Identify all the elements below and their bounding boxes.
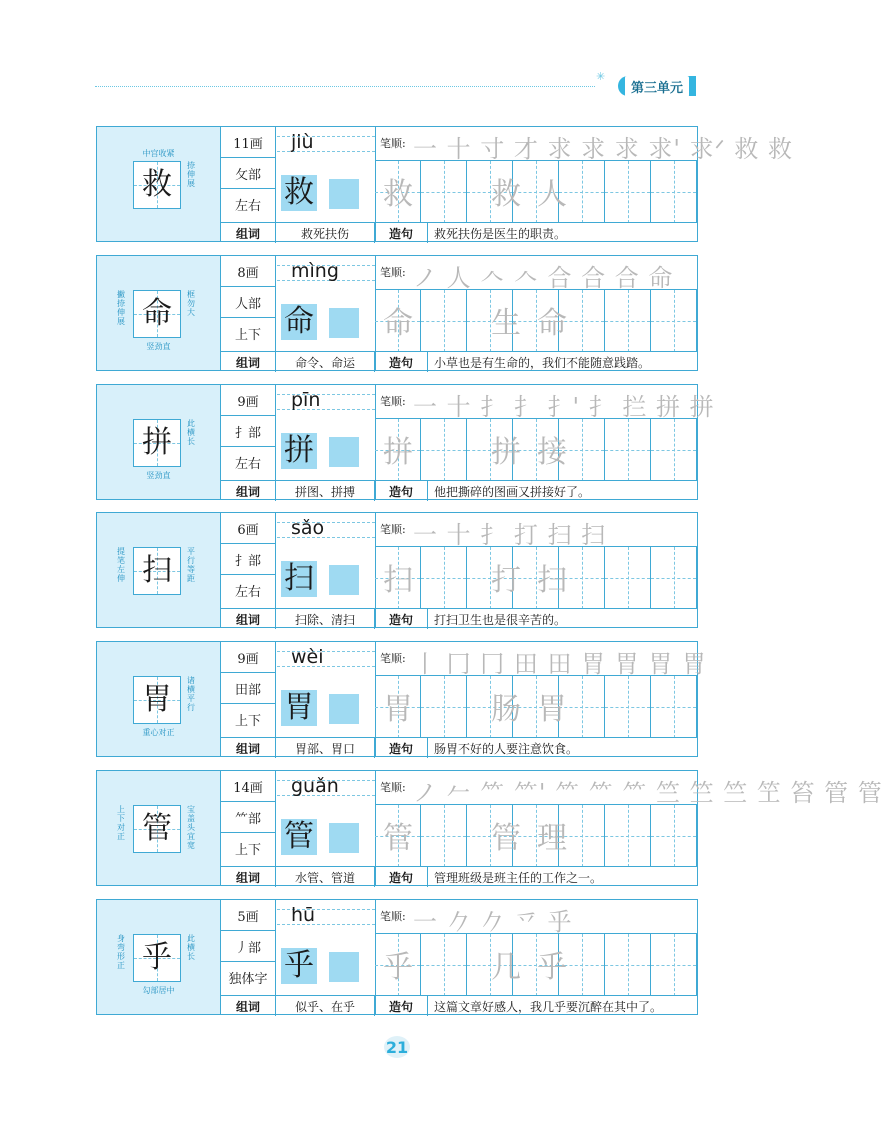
practice-grid[interactable] xyxy=(375,289,697,352)
pinyin-field xyxy=(277,644,375,672)
pinyin: jiù xyxy=(291,131,314,153)
pinyin-field xyxy=(277,515,375,543)
trace-char: 乎 xyxy=(383,950,413,985)
practice-cell[interactable] xyxy=(651,419,697,481)
stroke-order: 一 十 寸 才 求 求 求 求' 求ᐟ 救 救 xyxy=(413,135,794,163)
trace-char: 管 xyxy=(383,821,413,856)
word-sentence-row xyxy=(221,608,697,629)
character-model-panel xyxy=(97,642,221,756)
structure: 左右 xyxy=(234,456,261,472)
model-character: 胃 xyxy=(142,682,172,717)
practice-cell[interactable] xyxy=(605,290,651,352)
structure-shape xyxy=(329,823,359,853)
tianzige-grid xyxy=(133,547,181,595)
stroke-count: 9画 xyxy=(221,642,275,673)
character-model-panel xyxy=(97,771,221,885)
character-card xyxy=(96,126,794,242)
model-character: 命 xyxy=(142,296,172,331)
tip-left: 提笔左伸 xyxy=(117,547,125,583)
practice-grid[interactable] xyxy=(375,933,697,996)
stroke-count: 5画 xyxy=(221,900,275,931)
header-dotted-line xyxy=(95,86,595,87)
practice-grid[interactable] xyxy=(375,675,697,738)
pinyin: sǎo xyxy=(291,517,325,539)
trace-char: 人 xyxy=(537,177,567,212)
practice-cell[interactable] xyxy=(651,805,697,867)
stroke-order-label: 笔顺: xyxy=(380,523,406,536)
word-sentence-row xyxy=(221,222,697,243)
pinyin-field xyxy=(277,773,375,801)
practice-cell[interactable] xyxy=(421,934,467,996)
star-decoration-icon: ✳ xyxy=(596,70,606,83)
trace-char: 生 xyxy=(491,306,521,341)
stroke-order-label: 笔顺: xyxy=(380,910,406,923)
pinyin: hū xyxy=(291,904,316,926)
tianzige-grid xyxy=(133,934,181,982)
character-info xyxy=(221,513,275,605)
pinyin: pīn xyxy=(291,389,321,411)
trace-char: 救 xyxy=(383,177,413,212)
pinyin-field xyxy=(277,129,375,157)
structure: 上下 xyxy=(234,327,261,343)
character-card xyxy=(96,899,698,1015)
stroke-order: ノ 人 𠆢 𠆢 合 合 合 命 xyxy=(413,264,674,292)
stroke-order-label: 笔顺: xyxy=(380,781,406,794)
radical: 人部 xyxy=(221,287,275,318)
practice-grid[interactable] xyxy=(375,418,697,481)
tip-right: 此横长 xyxy=(187,419,195,446)
tip-bottom: 重心对正 xyxy=(142,728,175,737)
stroke-order-label: 笔顺: xyxy=(380,395,406,408)
radical: 田部 xyxy=(221,673,275,704)
practice-cell[interactable] xyxy=(651,547,697,609)
trace-char: 管 xyxy=(491,821,521,856)
character-card xyxy=(96,255,698,371)
trace-char: 理 xyxy=(537,821,567,856)
trace-char: 胃 xyxy=(537,692,567,727)
stroke-order: 一 十 扌 打 扫 扫 xyxy=(413,521,607,549)
words: 似乎、在乎 xyxy=(276,996,375,1016)
word-sentence-row xyxy=(221,866,697,887)
structure-shape xyxy=(329,308,359,338)
structure-shape xyxy=(329,437,359,467)
structure-demo: 乎 xyxy=(281,948,317,984)
stroke-count: 6画 xyxy=(221,513,275,544)
stroke-order: 丨 冂 冂 田 田 胃 胃 胃 胃 xyxy=(413,650,708,678)
stroke-count: 9画 xyxy=(221,385,275,416)
words-label: 组词 xyxy=(221,609,276,629)
tianzige-grid xyxy=(133,805,181,853)
practice-cell[interactable] xyxy=(605,547,651,609)
tip-right: 平行等距 xyxy=(187,547,195,583)
structure: 左右 xyxy=(234,198,261,214)
words-label: 组词 xyxy=(221,481,276,501)
practice-grid[interactable] xyxy=(375,546,697,609)
page-number: 21 xyxy=(385,1037,409,1057)
radical: 丿部 xyxy=(221,931,275,962)
words-label: 组词 xyxy=(221,352,276,372)
practice-cell[interactable] xyxy=(605,161,651,223)
words: 拼图、拼搏 xyxy=(276,481,375,501)
practice-grid[interactable] xyxy=(375,804,697,867)
words-label: 组词 xyxy=(221,996,276,1016)
pinyin-field xyxy=(277,387,375,415)
stroke-count: 14画 xyxy=(221,771,275,802)
character-model-panel xyxy=(97,900,221,1014)
words: 水管、管道 xyxy=(276,867,375,887)
tianzige-grid xyxy=(133,290,181,338)
practice-cell[interactable] xyxy=(651,290,697,352)
structure-demo: 胃 xyxy=(281,690,317,726)
pinyin: guǎn xyxy=(291,775,339,797)
trace-char: 救 xyxy=(491,177,521,212)
sentence: 管理班级是班主任的工作之一。 xyxy=(434,870,603,885)
sentence: 救死扶伤是医生的职责。 xyxy=(434,226,567,241)
structure-demo: 扫 xyxy=(281,561,317,597)
words: 救死扶伤 xyxy=(276,223,375,243)
stroke-order: ノ 𠂉 ⺮ ⺮' ⺮ ⺮ ⺮ 竺 竺 竺 笁 笞 管 管 xyxy=(413,779,883,807)
character-card xyxy=(96,641,708,757)
pinyin: mìng xyxy=(291,260,339,282)
structure-demo: 救 xyxy=(281,175,317,211)
practice-grid[interactable] xyxy=(375,160,697,223)
trace-char: 扫 xyxy=(537,563,567,598)
sentence-label: 造句 xyxy=(375,352,428,372)
words: 命令、命运 xyxy=(276,352,375,372)
structure-demo: 管 xyxy=(281,819,317,855)
trace-char: 拼 xyxy=(383,435,413,470)
tip-bottom: 竖劲直 xyxy=(146,471,171,480)
character-card xyxy=(96,512,698,628)
model-character: 拼 xyxy=(142,425,172,460)
tip-bottom: 勾部居中 xyxy=(142,986,175,995)
radical: 扌部 xyxy=(221,544,275,575)
sentence: 小草也是有生命的，我们不能随意践踏。 xyxy=(434,355,651,370)
sentence: 这篇文章好感人，我几乎要沉醉在其中了。 xyxy=(434,999,663,1014)
trace-char: 打 xyxy=(491,563,521,598)
stroke-order: 一 十 扌 扌 扌' 扌 拦 拼 拼 xyxy=(413,393,715,421)
tianzige-grid xyxy=(133,419,181,467)
practice-cell[interactable] xyxy=(605,934,651,996)
tip-right: 框勿大 xyxy=(187,290,195,317)
character-model-panel xyxy=(97,513,221,627)
pinyin: wèi xyxy=(291,646,324,668)
radical: 扌部 xyxy=(221,416,275,447)
character-info xyxy=(221,385,275,477)
trace-char: 命 xyxy=(537,306,567,341)
sentence: 打扫卫生也是很辛苦的。 xyxy=(434,612,567,627)
sentence-label: 造句 xyxy=(375,867,428,887)
character-info xyxy=(221,127,275,219)
sentence: 他把撕碎的图画又拼接好了。 xyxy=(434,484,591,499)
words-label: 组词 xyxy=(221,867,276,887)
word-sentence-row xyxy=(221,737,697,758)
trace-char: 乎 xyxy=(537,950,567,985)
practice-cell[interactable] xyxy=(421,676,467,738)
sentence-label: 造句 xyxy=(375,996,428,1016)
trace-char: 几 xyxy=(491,950,521,985)
model-character: 扫 xyxy=(142,553,172,588)
practice-cell[interactable] xyxy=(605,419,651,481)
stroke-count: 8画 xyxy=(221,256,275,287)
practice-cell[interactable] xyxy=(421,161,467,223)
words-label: 组词 xyxy=(221,223,276,243)
structure: 左右 xyxy=(234,584,261,600)
tip-left: 身弯形正 xyxy=(117,934,125,970)
sentence-label: 造句 xyxy=(375,738,428,758)
character-info xyxy=(221,642,275,734)
structure-shape xyxy=(329,952,359,982)
trace-char: 命 xyxy=(383,306,413,341)
character-card xyxy=(96,770,883,886)
trace-char: 肠 xyxy=(491,692,521,727)
words: 胃部、胃口 xyxy=(276,738,375,758)
stroke-count: 11画 xyxy=(221,127,275,158)
character-model-panel xyxy=(97,256,221,370)
stroke-order: 一 𠂊 𠂊 乊 乎 xyxy=(413,908,573,936)
tip-top: 中宫收紧 xyxy=(142,149,175,158)
practice-cell[interactable] xyxy=(651,676,697,738)
pinyin-field xyxy=(277,902,375,930)
trace-char: 拼 xyxy=(491,435,521,470)
tip-right: 诸横平行 xyxy=(187,676,195,712)
trace-char: 接 xyxy=(537,435,567,470)
practice-cell[interactable] xyxy=(605,676,651,738)
structure: 独体字 xyxy=(228,971,268,987)
pinyin-field xyxy=(277,258,375,286)
tip-bottom: 竖劲直 xyxy=(146,342,171,351)
tianzige-grid xyxy=(133,676,181,724)
practice-cell[interactable] xyxy=(651,934,697,996)
tip-left: 撇捺伸展 xyxy=(117,290,125,326)
radical: 攵部 xyxy=(221,158,275,189)
sentence-label: 造句 xyxy=(375,481,428,501)
structure-demo: 拼 xyxy=(281,433,317,469)
tianzige-grid xyxy=(133,161,181,209)
tip-left: 上下对正 xyxy=(117,805,125,841)
word-sentence-row xyxy=(221,351,697,372)
structure-shape xyxy=(329,565,359,595)
practice-cell[interactable] xyxy=(421,419,467,481)
character-info xyxy=(221,900,275,992)
character-info xyxy=(221,256,275,348)
tip-right: 捺伸展 xyxy=(187,161,195,188)
structure-shape xyxy=(329,179,359,209)
sentence: 肠胃不好的人要注意饮食。 xyxy=(434,741,579,756)
trace-char: 胃 xyxy=(383,692,413,727)
practice-cell[interactable] xyxy=(421,547,467,609)
stroke-order-label: 笔顺: xyxy=(380,266,406,279)
stroke-order-label: 笔顺: xyxy=(380,137,406,150)
practice-cell[interactable] xyxy=(421,805,467,867)
model-character: 乎 xyxy=(142,940,172,975)
model-character: 救 xyxy=(142,167,172,202)
practice-cell[interactable] xyxy=(421,290,467,352)
practice-cell[interactable] xyxy=(651,161,697,223)
character-info xyxy=(221,771,275,863)
character-model-panel xyxy=(97,127,221,241)
tip-right: 宝盖头宜宽 xyxy=(187,805,195,850)
structure-demo: 命 xyxy=(281,304,317,340)
word-sentence-row xyxy=(221,480,697,501)
unit-badge: 第三单元 xyxy=(618,76,696,96)
word-sentence-row xyxy=(221,995,697,1016)
trace-char: 扫 xyxy=(383,563,413,598)
structure: 上下 xyxy=(234,713,261,729)
stroke-order-label: 笔顺: xyxy=(380,652,406,665)
character-model-panel xyxy=(97,385,221,499)
sentence-label: 造句 xyxy=(375,609,428,629)
structure: 上下 xyxy=(234,842,261,858)
words: 扫除、清扫 xyxy=(276,609,375,629)
practice-cell[interactable] xyxy=(605,805,651,867)
sentence-label: 造句 xyxy=(375,223,428,243)
character-card xyxy=(96,384,715,500)
radical: ⺮部 xyxy=(221,802,275,833)
structure-shape xyxy=(329,694,359,724)
tip-right: 此横长 xyxy=(187,934,195,961)
model-character: 管 xyxy=(142,811,172,846)
words-label: 组词 xyxy=(221,738,276,758)
